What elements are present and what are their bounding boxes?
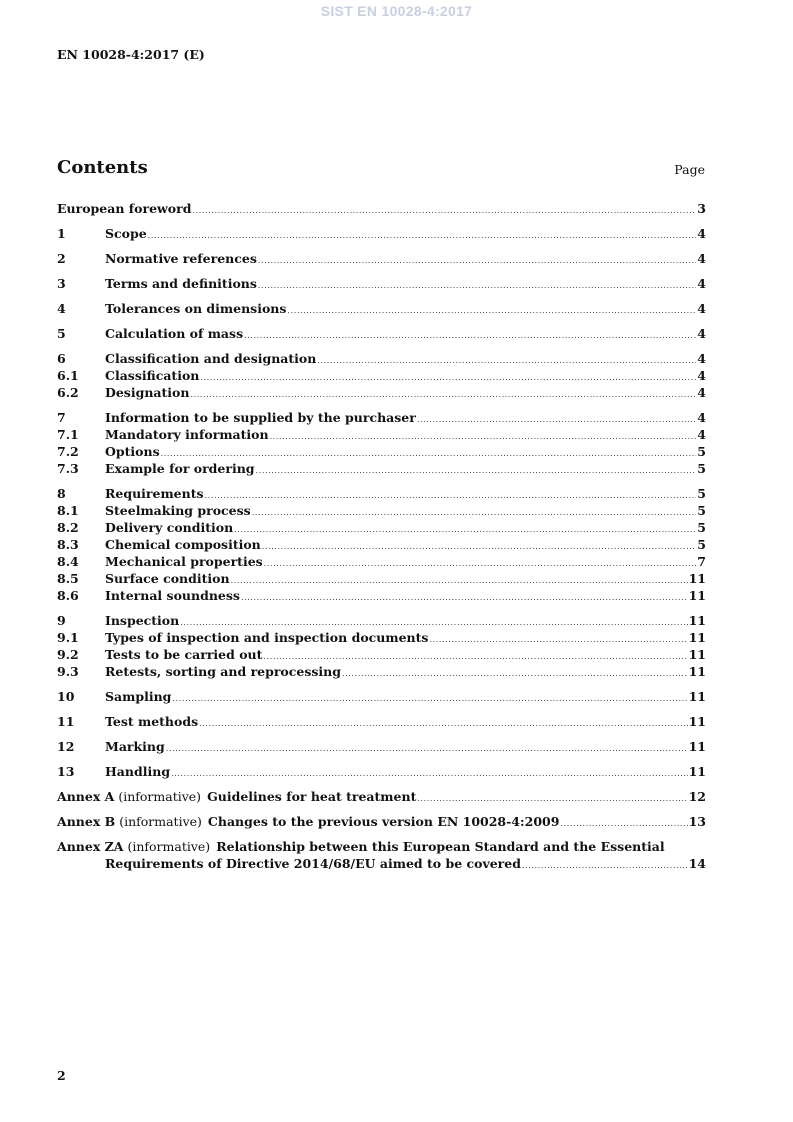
toc-entry-title: Sampling bbox=[105, 689, 172, 704]
dot-leader bbox=[264, 555, 697, 572]
watermark: SIST EN 10028-4:2017 bbox=[320, 3, 473, 19]
contents-heading: Contents bbox=[57, 157, 148, 178]
toc-entry-page: 11 bbox=[688, 664, 706, 679]
toc-entry-page: 11 bbox=[688, 588, 706, 603]
toc-entry-page: 11 bbox=[688, 630, 706, 645]
toc-entry-number: 3 bbox=[57, 276, 66, 291]
toc-entry-number: 11 bbox=[57, 714, 75, 729]
toc-entry-8-3[interactable] bbox=[57, 536, 706, 553]
toc-entry-6-1[interactable] bbox=[57, 367, 706, 384]
toc-entry-title: Delivery condition bbox=[105, 520, 234, 535]
toc-entry-title: Tolerances on dimensions bbox=[105, 301, 287, 316]
dot-leader bbox=[252, 504, 697, 521]
toc-entry-title: Classification bbox=[105, 368, 200, 383]
toc-entry-annex-za[interactable] bbox=[57, 838, 706, 872]
dot-leader bbox=[270, 428, 697, 445]
toc-entry-page: 4 bbox=[697, 251, 706, 266]
toc-entry-number: 8 bbox=[57, 486, 66, 501]
toc-entry-7-3[interactable] bbox=[57, 460, 706, 477]
toc-entry-title: Surface condition bbox=[105, 571, 230, 586]
toc-entry-number: 13 bbox=[57, 764, 75, 779]
toc-entry-page: 4 bbox=[697, 385, 706, 400]
toc-entry-page: 5 bbox=[697, 461, 706, 476]
toc-entry-title: Example for ordering bbox=[105, 461, 255, 476]
annex-label: Annex B bbox=[57, 814, 116, 829]
toc-entry-page: 4 bbox=[697, 301, 706, 316]
toc-entry-number: 6 bbox=[57, 351, 66, 366]
toc-entry-9-2[interactable] bbox=[57, 646, 706, 663]
toc-entry-page: 4 bbox=[697, 368, 706, 383]
toc-entry-9-3[interactable] bbox=[57, 663, 706, 680]
toc-entry-title: Marking bbox=[105, 739, 165, 754]
toc-entry-number: 6.2 bbox=[57, 385, 79, 400]
toc-entry-7[interactable] bbox=[57, 409, 706, 426]
toc-entry-page: 4 bbox=[697, 351, 706, 366]
toc-entry-page: 11 bbox=[688, 613, 706, 628]
dot-leader bbox=[148, 227, 697, 244]
toc-entry-page: 7 bbox=[697, 554, 706, 569]
toc-entry-title: Scope bbox=[105, 226, 147, 241]
annex-label: Annex A bbox=[57, 789, 115, 804]
toc-entry-number: 8.3 bbox=[57, 537, 79, 552]
toc-entry-title: Designation bbox=[105, 385, 190, 400]
toc-entry-5[interactable] bbox=[57, 325, 706, 342]
dot-leader bbox=[234, 521, 696, 538]
toc-entry-8-6[interactable] bbox=[57, 587, 706, 604]
toc-entry-annex-a[interactable] bbox=[57, 788, 706, 805]
annex-type: (informative) bbox=[127, 839, 211, 854]
toc-entry-number: 6.1 bbox=[57, 368, 79, 383]
toc-entry-13[interactable] bbox=[57, 763, 706, 780]
toc-entry-page: 5 bbox=[697, 444, 706, 459]
toc-entry-number: 1 bbox=[57, 226, 66, 241]
toc-entry-number: 9.1 bbox=[57, 630, 79, 645]
toc-entry-page: 12 bbox=[688, 789, 706, 804]
toc-entry-8-4[interactable] bbox=[57, 553, 706, 570]
dot-leader bbox=[560, 815, 687, 832]
toc-entry-title: Mechanical properties bbox=[105, 554, 263, 569]
dot-leader bbox=[258, 277, 696, 294]
toc-entry-7-1[interactable] bbox=[57, 426, 706, 443]
toc-entry-9-1[interactable] bbox=[57, 629, 706, 646]
dot-leader bbox=[192, 202, 696, 219]
toc-entry-title: Steelmaking process bbox=[105, 503, 251, 518]
toc-entry-title: Internal soundness bbox=[105, 588, 240, 603]
toc-entry-title: Guidelines for heat treatment bbox=[207, 789, 417, 804]
toc-entry-12[interactable] bbox=[57, 738, 706, 755]
toc-entry-title: Test methods bbox=[105, 714, 199, 729]
dot-leader bbox=[262, 538, 697, 555]
toc-entry-number: 8.2 bbox=[57, 520, 79, 535]
toc-entry-page: 5 bbox=[697, 520, 706, 535]
toc-entry-title: Information to be supplied by the purchaser bbox=[105, 410, 416, 425]
toc-entry-page: 11 bbox=[688, 647, 706, 662]
toc-entry-page: 4 bbox=[697, 326, 706, 341]
toc-entry-11[interactable] bbox=[57, 713, 706, 730]
dot-leader bbox=[417, 790, 687, 807]
toc-entry-page: 5 bbox=[697, 537, 706, 552]
toc-entry-annex-b[interactable] bbox=[57, 813, 706, 830]
toc-entry-title: Mandatory information bbox=[105, 427, 269, 442]
toc-entry-page: 3 bbox=[697, 201, 706, 216]
toc-entry-number: 2 bbox=[57, 251, 66, 266]
toc-entry-8-1[interactable] bbox=[57, 502, 706, 519]
toc-entry-number: 9 bbox=[57, 613, 66, 628]
dot-leader bbox=[256, 462, 697, 479]
toc-entry-title: Changes to the previous version EN 10028-4:2009 bbox=[207, 814, 560, 829]
toc-entry-page: 14 bbox=[688, 856, 706, 871]
toc-entry-page: 5 bbox=[697, 503, 706, 518]
toc-entry-7-2[interactable] bbox=[57, 443, 706, 460]
dot-leader bbox=[287, 302, 696, 319]
toc-entry-page: 13 bbox=[688, 814, 706, 829]
toc-entry-page: 5 bbox=[697, 486, 706, 501]
toc-entry-title: Inspection bbox=[105, 613, 180, 628]
dot-leader bbox=[231, 572, 688, 589]
toc-entry-number: 9.2 bbox=[57, 647, 79, 662]
toc-entry-6-2[interactable] bbox=[57, 384, 706, 401]
toc-entry-page: 11 bbox=[688, 739, 706, 754]
toc-entry-number: 9.3 bbox=[57, 664, 79, 679]
toc-entry-4[interactable] bbox=[57, 300, 706, 317]
dot-leader bbox=[342, 665, 688, 682]
toc-entry-number: 7 bbox=[57, 410, 66, 425]
toc-entry-6[interactable] bbox=[57, 350, 706, 367]
toc-entry-number: 7.2 bbox=[57, 444, 79, 459]
toc-entry-title: European foreword bbox=[57, 201, 192, 216]
toc-entry-8-2[interactable] bbox=[57, 519, 706, 536]
toc-entry-9[interactable] bbox=[57, 612, 706, 629]
toc-entry-page: 4 bbox=[697, 427, 706, 442]
toc-entry-number: 8.1 bbox=[57, 503, 79, 518]
toc-entry-number: 8.6 bbox=[57, 588, 79, 603]
toc-entry-foreword[interactable] bbox=[57, 200, 706, 217]
toc-entry-number: 8.4 bbox=[57, 554, 79, 569]
dot-leader bbox=[172, 690, 687, 707]
page-column-label: Page bbox=[674, 162, 705, 177]
toc-entry-title: Chemical composition bbox=[105, 537, 261, 552]
annex-type: (informative) bbox=[118, 789, 202, 804]
toc-entry-title: Terms and definitions bbox=[105, 276, 257, 291]
toc-entry-title: Handling bbox=[105, 764, 171, 779]
dot-leader bbox=[190, 386, 696, 403]
toc-entry-number: 7.3 bbox=[57, 461, 79, 476]
toc-entry-page: 4 bbox=[697, 410, 706, 425]
toc-entry-title-line-2: Requirements of Directive 2014/68/EU aimed to be covered bbox=[105, 856, 521, 871]
toc-entry-number: 4 bbox=[57, 301, 66, 316]
toc-entry-number: 12 bbox=[57, 739, 75, 754]
toc-entry-title-line-1: Relationship between this European Standard and the Essential bbox=[216, 839, 665, 854]
dot-leader bbox=[200, 369, 696, 386]
toc-entry-title: Classification and designation bbox=[105, 351, 317, 366]
dot-leader bbox=[522, 857, 688, 874]
toc-entry-2[interactable] bbox=[57, 250, 706, 267]
toc-entry-number: 7.1 bbox=[57, 427, 79, 442]
page-number: 2 bbox=[57, 1068, 66, 1083]
dot-leader bbox=[199, 715, 687, 732]
annex-label: Annex ZA bbox=[57, 839, 124, 854]
dot-leader bbox=[205, 487, 697, 504]
toc-entry-number: 10 bbox=[57, 689, 75, 704]
annex-type: (informative) bbox=[119, 814, 202, 829]
table-of-contents bbox=[57, 200, 706, 872]
toc-entry-title: Calculation of mass bbox=[105, 326, 244, 341]
toc-entry-title: Requirements bbox=[105, 486, 204, 501]
dot-leader bbox=[244, 327, 696, 344]
toc-entry-title: Types of inspection and inspection documents bbox=[105, 630, 429, 645]
toc-entry-3[interactable] bbox=[57, 275, 706, 292]
toc-entry-title: Normative references bbox=[105, 251, 257, 266]
toc-entry-page: 4 bbox=[697, 226, 706, 241]
toc-entry-title: Tests to be carried out bbox=[105, 647, 263, 662]
toc-entry-page: 11 bbox=[688, 571, 706, 586]
dot-leader bbox=[241, 589, 688, 606]
toc-entry-page: 4 bbox=[697, 276, 706, 291]
toc-entry-title: Options bbox=[105, 444, 160, 459]
toc-entry-page: 11 bbox=[688, 764, 706, 779]
document-identifier: EN 10028-4:2017 (E) bbox=[57, 47, 205, 62]
dot-leader bbox=[258, 252, 696, 269]
toc-entry-10[interactable] bbox=[57, 688, 706, 705]
dot-leader bbox=[171, 765, 688, 782]
dot-leader bbox=[429, 631, 687, 648]
dot-leader bbox=[317, 352, 696, 369]
toc-entry-1[interactable] bbox=[57, 225, 706, 242]
dot-leader bbox=[166, 740, 688, 757]
toc-entry-number: 5 bbox=[57, 326, 66, 341]
toc-entry-number: 8.5 bbox=[57, 571, 79, 586]
toc-entry-8[interactable] bbox=[57, 485, 706, 502]
dot-leader bbox=[417, 411, 696, 428]
toc-entry-title: Retests, sorting and reprocessing bbox=[105, 664, 341, 679]
toc-entry-page: 11 bbox=[688, 689, 706, 704]
toc-entry-page: 11 bbox=[688, 714, 706, 729]
toc-entry-8-5[interactable] bbox=[57, 570, 706, 587]
